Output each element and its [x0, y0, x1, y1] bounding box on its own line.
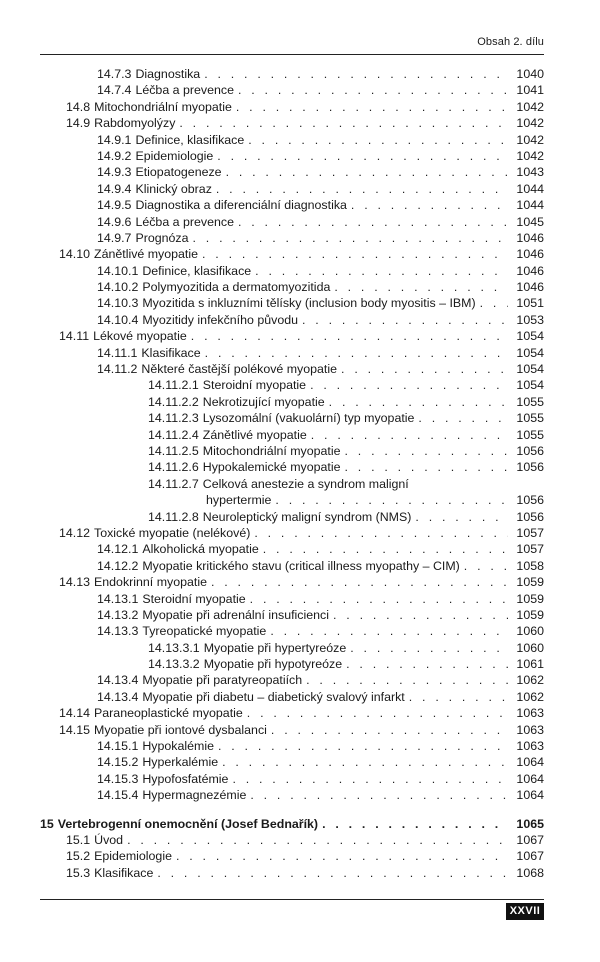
toc-entry[interactable] [0, 263, 600, 279]
toc-entry-number: 14.9.7 [97, 230, 132, 245]
toc-entry-number: 15.1 [66, 832, 91, 847]
dot-leader [127, 832, 508, 848]
toc-entry-number: 14.15 [59, 722, 91, 737]
toc-entry[interactable] [0, 787, 600, 803]
toc-entry-title: Diagnostika a diferenciální diagnostika [135, 198, 347, 213]
toc-entry-number: 14.12.2 [97, 558, 139, 573]
dot-leader [211, 574, 508, 590]
toc-entry[interactable] [0, 214, 600, 230]
toc-entry-title: Myopatie při diabetu – diabetický svalový infarkt [142, 689, 405, 704]
toc-entry[interactable] [0, 754, 600, 770]
toc-entry-title: Definice, klasifikace [135, 132, 245, 147]
toc-entry-title: hypertermie [206, 493, 272, 508]
toc-entry-number: 14.11.2.2 [148, 394, 199, 409]
toc-entry-number: 14.8 [66, 99, 91, 114]
toc-entry[interactable] [0, 492, 600, 508]
toc-entry-title: Klasifikace [94, 865, 154, 880]
toc-entry-title: Myozitida s inkluzními tělísky (inclusion body myositis – IBM) [142, 296, 476, 311]
toc-entry-number: 14.12.1 [97, 542, 139, 557]
dot-leader [205, 345, 508, 361]
dot-leader [254, 525, 508, 541]
dot-leader [345, 459, 509, 475]
toc-entry-title: Celková anestezie a syndrom maligní [202, 476, 409, 491]
toc-entry-title: Úvod [94, 832, 124, 847]
dot-leader [306, 672, 508, 688]
toc-entry[interactable] [0, 722, 600, 738]
toc-entry-page: 1042 [516, 132, 544, 147]
toc-entry-title: Endokrinní myopatie [94, 575, 207, 590]
toc-entry[interactable] [0, 607, 600, 623]
table-of-contents [0, 66, 600, 881]
dot-leader [179, 115, 508, 131]
toc-entry-page: 1044 [516, 198, 544, 213]
dot-leader [238, 82, 508, 98]
toc-entry[interactable] [0, 705, 600, 721]
toc-entry[interactable] [0, 738, 600, 754]
toc-entry-number: 14.15.2 [97, 755, 139, 770]
toc-entry-number: 14.13.1 [97, 591, 139, 606]
toc-entry-number: 14.11.2.3 [148, 411, 199, 426]
toc-entry[interactable] [0, 476, 600, 492]
toc-entry-page: 1059 [516, 607, 544, 622]
dot-leader [346, 656, 508, 672]
toc-entry-number: 14.9.1 [97, 132, 132, 147]
toc-entry-title: Myopatie při paratyreopatiích [142, 673, 303, 688]
dot-leader [350, 640, 508, 656]
toc-entry-title: Tyreopatické myopatie [142, 624, 267, 639]
dot-leader [418, 410, 508, 426]
dot-leader [333, 607, 508, 623]
toc-entry[interactable] [0, 99, 600, 115]
toc-entry-title: Léčba a prevence [135, 83, 234, 98]
toc-entry-title: Hyperkalémie [142, 755, 219, 770]
dot-leader [250, 591, 508, 607]
toc-entry-title: Zánětlivé myopatie [202, 427, 307, 442]
dot-leader [409, 689, 508, 705]
toc-entry-number: 14.13.2 [97, 607, 139, 622]
toc-entry-number: 14.11.2.7 [148, 476, 199, 491]
toc-entry-page: 1063 [516, 706, 544, 721]
toc-entry-title: Epidemiologie [135, 148, 214, 163]
header-rule [40, 54, 544, 55]
toc-entry-number: 14.9.5 [97, 198, 132, 213]
toc-entry-number: 14.10.4 [97, 312, 139, 327]
toc-entry-title: Paraneoplastické myopatie [94, 706, 243, 721]
toc-entry-page: 1064 [516, 771, 544, 786]
toc-entry-page: 1053 [516, 312, 544, 327]
dot-leader [275, 492, 508, 508]
dot-leader [250, 787, 508, 803]
toc-entry-title: Rabdomyolýzy [94, 116, 176, 131]
toc-entry-page: 1057 [516, 525, 544, 540]
dot-leader [238, 214, 508, 230]
toc-entry-number: 14.10.3 [97, 296, 139, 311]
toc-entry-number: 14.10 [59, 247, 91, 262]
toc-entry-page: 1056 [516, 460, 544, 475]
toc-entry[interactable] [0, 689, 600, 705]
dot-leader [222, 754, 508, 770]
toc-entry[interactable] [0, 312, 600, 328]
dot-leader [202, 246, 508, 262]
dot-leader [248, 132, 508, 148]
toc-entry-number: 14.13.3.1 [148, 640, 200, 655]
toc-entry[interactable] [0, 848, 600, 864]
footer-rule [40, 899, 544, 900]
toc-entry-page: 1058 [516, 558, 544, 573]
toc-entry-page: 1044 [516, 181, 544, 196]
toc-entry[interactable] [0, 865, 600, 881]
toc-entry-title: Myopatie kritického stavu (critical illness myopathy – CIM) [142, 558, 460, 573]
dot-leader [263, 541, 508, 557]
toc-entry-page: 1046 [516, 247, 544, 262]
toc-entry-title: Léčba a prevence [135, 214, 234, 229]
toc-entry[interactable] [0, 82, 600, 98]
toc-entry-title: Hypokalémie [142, 739, 214, 754]
toc-entry-title: Polymyozitida a dermatomyozitida [142, 280, 331, 295]
toc-entry[interactable] [0, 832, 600, 848]
toc-entry-title: Epidemiologie [94, 849, 172, 864]
toc-entry[interactable] [0, 816, 600, 832]
toc-entry-number: 14.11.2.6 [148, 460, 199, 475]
dot-leader [310, 377, 508, 393]
toc-entry[interactable] [0, 361, 600, 377]
toc-entry-page: 1056 [516, 493, 544, 508]
toc-entry-page: 1043 [516, 165, 544, 180]
toc-entry-number: 14.11.2.5 [148, 443, 199, 458]
toc-entry-page: 1045 [516, 214, 544, 229]
toc-entry-page: 1041 [516, 83, 544, 98]
toc-entry-number: 14.11.2.4 [148, 427, 199, 442]
toc-entry[interactable] [0, 558, 600, 574]
dot-leader [255, 263, 508, 279]
toc-entry-number: 15 [40, 816, 54, 831]
dot-leader [216, 181, 508, 197]
toc-entry-number: 14.13.4 [97, 689, 139, 704]
toc-entry[interactable] [0, 640, 600, 656]
toc-entry[interactable] [0, 672, 600, 688]
toc-entry-page: 1054 [516, 329, 544, 344]
dot-leader [157, 865, 508, 881]
toc-entry-number: 14.7.4 [97, 83, 132, 98]
toc-entry-number: 15.3 [66, 865, 91, 880]
toc-entry-number: 14.15.1 [97, 739, 139, 754]
toc-entry[interactable] [0, 197, 600, 213]
toc-entry-page: 1061 [516, 657, 544, 672]
toc-entry[interactable] [0, 623, 600, 639]
toc-entry-title: Etiopatogeneze [135, 165, 222, 180]
toc-entry-number: 14.10.1 [97, 263, 139, 278]
toc-entry-page: 1042 [516, 148, 544, 163]
toc-entry-title: Vertebrogenní onemocnění (Josef Bednařík) [57, 816, 319, 831]
toc-entry[interactable] [0, 66, 600, 82]
toc-entry[interactable] [0, 181, 600, 197]
toc-entry[interactable] [0, 132, 600, 148]
toc-entry-title: Steroidní myopatie [142, 591, 246, 606]
toc-entry[interactable] [0, 459, 600, 475]
toc-entry-page: 1063 [516, 722, 544, 737]
dot-leader [226, 164, 508, 180]
toc-entry[interactable] [0, 656, 600, 672]
dot-leader [464, 558, 508, 574]
toc-entry-number: 14.11 [59, 329, 90, 344]
toc-entry-page: 1063 [516, 739, 544, 754]
toc-entry-page: 1046 [516, 230, 544, 245]
toc-entry-number: 14.13.3.2 [148, 657, 200, 672]
toc-entry-page: 1054 [516, 378, 544, 393]
toc-entry-title: Mitochondriální myopatie [94, 99, 232, 114]
toc-entry-number: 14.12 [59, 525, 91, 540]
dot-leader [341, 361, 508, 377]
toc-entry-page: 1056 [516, 509, 544, 524]
toc-entry-page: 1062 [516, 689, 544, 704]
toc-entry[interactable] [0, 443, 600, 459]
toc-entry-number: 14.14 [59, 706, 91, 721]
toc-entry-title: Toxické myopatie (nelékové) [94, 525, 251, 540]
toc-entry-number: 15.2 [66, 849, 91, 864]
toc-entry-number: 14.10.2 [97, 280, 139, 295]
toc-entry-number: 14.7.3 [97, 67, 132, 81]
toc-entry-title: Klasifikace [141, 345, 201, 360]
toc-entry-page: 1067 [516, 849, 544, 864]
toc-entry-page: 1060 [516, 640, 544, 655]
toc-entry[interactable] [0, 148, 600, 164]
running-header: Obsah 2. dílu [477, 36, 544, 48]
toc-entry-title: Myopatie při iontové dysbalanci [94, 722, 267, 737]
toc-entry-number: 14.11.2.8 [148, 509, 199, 524]
toc-entry-title: Steroidní myopatie [202, 378, 307, 393]
toc-entry-title: Myopatie při adrenální insuficienci [142, 607, 329, 622]
dot-leader [322, 816, 508, 832]
dot-leader [311, 427, 508, 443]
toc-entry-page: 1059 [516, 575, 544, 590]
toc-entry-title: Myozitidy infekčního původu [142, 312, 299, 327]
toc-entry-number: 14.15.3 [97, 771, 139, 786]
dot-leader [351, 197, 508, 213]
toc-entry-number: 14.9.4 [97, 181, 132, 196]
toc-entry[interactable] [0, 509, 600, 525]
toc-entry-title: Mitochondriální myopatie [202, 443, 341, 458]
toc-entry-title: Neuroleptický maligní syndrom (NMS) [202, 509, 412, 524]
toc-entry-title: Diagnostika [135, 67, 201, 81]
toc-entry[interactable] [0, 771, 600, 787]
dot-leader [232, 771, 508, 787]
toc-entry-page: 1055 [516, 394, 544, 409]
toc-entry-page: 1067 [516, 832, 544, 847]
dot-leader [345, 443, 508, 459]
toc-entry-page: 1055 [516, 411, 544, 426]
dot-leader [236, 99, 508, 115]
toc-entry-title: Alkoholická myopatie [142, 542, 259, 557]
dot-leader [193, 230, 509, 246]
section-gap [0, 804, 600, 816]
toc-entry-page: 1055 [516, 427, 544, 442]
dot-leader [204, 66, 508, 82]
toc-entry-page: 1059 [516, 591, 544, 606]
toc-entry-title: Některé častější polékové myopatie [141, 362, 338, 377]
toc-entry[interactable] [0, 115, 600, 131]
toc-entry-page: 1060 [516, 624, 544, 639]
toc-entry-page: 1042 [516, 116, 544, 131]
dot-leader [415, 509, 508, 525]
toc-entry-number: 14.9.3 [97, 165, 132, 180]
toc-entry[interactable] [0, 246, 600, 262]
toc-entry-number: 14.11.2 [97, 362, 138, 377]
toc-entry-page: 1062 [516, 673, 544, 688]
toc-entry[interactable] [0, 295, 600, 311]
toc-entry-title: Hypermagnezémie [142, 788, 247, 803]
toc-entry-page: 1054 [516, 362, 544, 377]
toc-entry-page: 1042 [516, 99, 544, 114]
toc-entry-title: Hypokalemické myopatie [202, 460, 341, 475]
toc-entry-title: Nekrotizující myopatie [202, 394, 325, 409]
toc-entry-number: 14.9 [66, 116, 91, 131]
toc-entry-number: 14.13 [59, 575, 91, 590]
toc-entry-number: 14.9.6 [97, 214, 132, 229]
dot-leader [270, 623, 508, 639]
toc-entry[interactable] [0, 394, 600, 410]
toc-entry[interactable] [0, 427, 600, 443]
dot-leader [302, 312, 508, 328]
toc-entry-title: Lékové myopatie [93, 329, 187, 344]
toc-entry-title: Klinický obraz [135, 181, 212, 196]
toc-entry-number: 14.13.4 [97, 673, 139, 688]
toc-entry-page: 1056 [516, 443, 544, 458]
toc-entry-page: 1051 [516, 296, 544, 311]
toc-entry-page: 1046 [516, 280, 544, 295]
toc-entry-number: 14.9.2 [97, 148, 132, 163]
toc-entry-title: Myopatie při hypotyreóze [203, 657, 343, 672]
toc-entry[interactable] [0, 525, 600, 541]
toc-entry-page: 1068 [516, 865, 544, 880]
toc-entry[interactable] [0, 328, 600, 344]
toc-entry-title: Zánětlivé myopatie [94, 247, 199, 262]
toc-entry-number: 14.13.3 [97, 624, 139, 639]
toc-entry-title: Lysozomální (vakuolární) typ myopatie [202, 411, 415, 426]
toc-entry-page: 1040 [516, 67, 544, 81]
toc-entry-page: 1064 [516, 755, 544, 770]
toc-entry-page: 1057 [516, 542, 544, 557]
toc-entry[interactable] [0, 164, 600, 180]
toc-entry-page: 1046 [516, 263, 544, 278]
toc-entry-title: Myopatie při hypertyreóze [203, 640, 347, 655]
toc-entry[interactable] [0, 345, 600, 361]
dot-leader [329, 394, 508, 410]
toc-entry[interactable] [0, 591, 600, 607]
toc-entry[interactable] [0, 410, 600, 426]
toc-entry-page: 1054 [516, 345, 544, 360]
toc-entry[interactable] [0, 574, 600, 590]
toc-entry-title: Prognóza [135, 230, 189, 245]
dot-leader [334, 279, 508, 295]
page-number-badge: XXVII [506, 903, 544, 920]
toc-entry-number: 14.15.4 [97, 788, 139, 803]
toc-entry[interactable] [0, 377, 600, 393]
toc-entry-page: 1064 [516, 788, 544, 803]
toc-entry[interactable] [0, 279, 600, 295]
toc-entry-number: 14.11.1 [97, 345, 138, 360]
toc-entry[interactable] [0, 541, 600, 557]
toc-entry-title: Hypofosfatémie [142, 771, 229, 786]
toc-entry[interactable] [0, 230, 600, 246]
toc-entry-page: 1065 [516, 816, 544, 831]
dot-leader [217, 148, 508, 164]
dot-leader [480, 295, 508, 311]
dot-leader [218, 738, 508, 754]
dot-leader [191, 328, 508, 344]
dot-leader [176, 848, 508, 864]
toc-entry-number: 14.11.2.1 [148, 378, 199, 393]
dot-leader [271, 722, 508, 738]
dot-leader [247, 705, 508, 721]
toc-entry-title: Definice, klasifikace [142, 263, 252, 278]
